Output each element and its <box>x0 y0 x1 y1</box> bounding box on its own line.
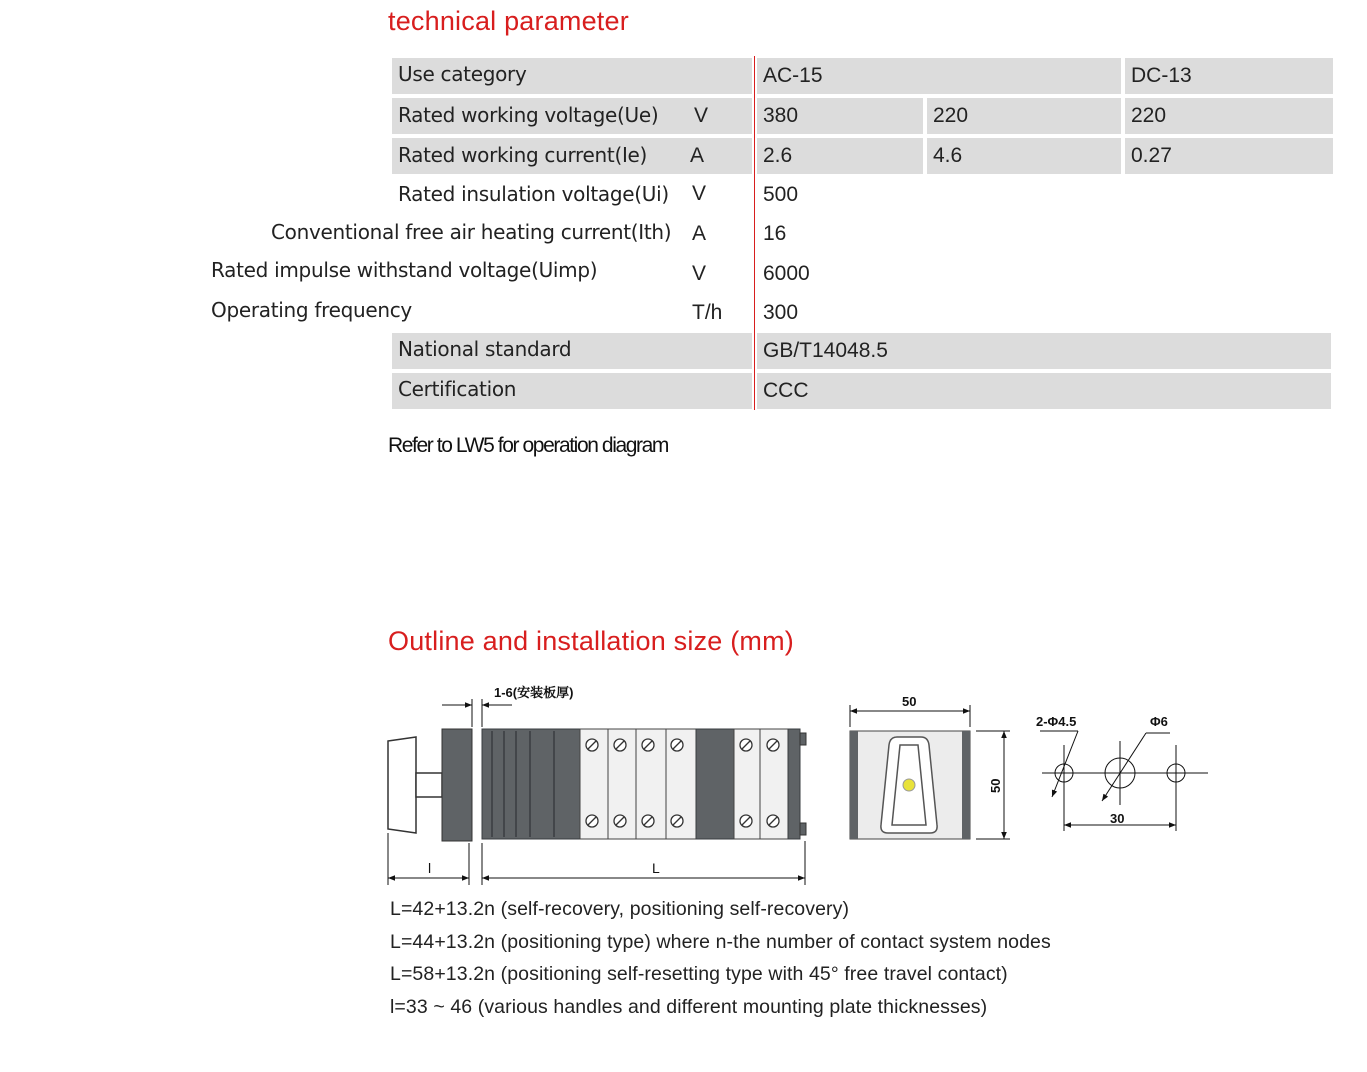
row-label-rated-working-current: Rated working current(Ie) <box>392 138 752 174</box>
side-view <box>388 685 806 885</box>
front-view <box>850 694 1010 839</box>
unit-impulse-withstand-voltage: V <box>692 262 707 285</box>
value-certification: CCC <box>757 373 1331 409</box>
value-ac15: AC-15 <box>757 58 1121 94</box>
value-voltage-dc-220: 220 <box>1125 98 1333 134</box>
operation-diagram-note: Refer to LW5 for operation diagram <box>388 434 669 457</box>
front-plate <box>442 729 472 841</box>
unit-operating-frequency: T/h <box>692 301 723 324</box>
unit-free-air-heating-current: A <box>692 222 707 245</box>
row-label-national-standard: National standard <box>392 333 752 369</box>
handle-shaft <box>416 773 442 797</box>
dim-small-l: l <box>428 860 432 876</box>
formula-positioning-type: L=44+13.2n (positioning type) where n-the number of contact system nodes <box>390 931 1051 953</box>
row-label-impulse-withstand-voltage: Rated impulse withstand voltage(Uimp) <box>211 258 598 282</box>
hole-spacing-label: 30 <box>1110 811 1125 826</box>
value-current-dc-220: 0.27 <box>1125 138 1333 174</box>
front-width-label: 50 <box>902 694 917 709</box>
value-voltage-ac-220: 220 <box>927 98 1121 134</box>
outline-drawing <box>380 675 1220 890</box>
row-label-rated-working-voltage: Rated working voltage(Ue) <box>392 98 752 134</box>
section-title-outline-installation-size: Outline and installation size (mm) <box>388 626 794 656</box>
unit-rated-working-current: A <box>690 144 705 167</box>
value-current-ac-380: 2.6 <box>757 138 923 174</box>
hole-small-label: 2-Φ4.5 <box>1036 714 1077 729</box>
row-label-free-air-heating-current: Conventional free air heating current(Ith) <box>271 220 672 244</box>
value-voltage-ac-380: 380 <box>757 98 923 134</box>
unit-rated-working-voltage: V <box>694 104 709 127</box>
value-dc13: DC-13 <box>1125 58 1333 94</box>
handle-knob <box>388 737 416 833</box>
row-label-certification: Certification <box>392 373 752 409</box>
dim-L: L <box>652 860 660 876</box>
indicator-dot <box>903 779 915 791</box>
value-current-ac-220: 4.6 <box>927 138 1121 174</box>
value-operating-frequency: 300 <box>763 301 799 324</box>
formula-self-recovery: L=42+13.2n (self-recovery, positioning self-recovery) <box>390 898 850 920</box>
value-free-air-heating-current: 16 <box>763 222 787 245</box>
section-title-technical-parameter: technical parameter <box>388 6 629 36</box>
front-height-label: 50 <box>988 778 1003 793</box>
value-insulation-voltage: 500 <box>763 183 799 206</box>
unit-rated-insulation-voltage: V <box>692 182 707 205</box>
table-divider-line <box>754 56 755 410</box>
row-label-use-category: Use category <box>392 58 752 94</box>
mounting-holes <box>1036 714 1208 831</box>
formula-handle-range: l=33 ~ 46 (various handles and different mounting plate thicknesses) <box>390 996 988 1018</box>
row-label-operating-frequency: Operating frequency <box>211 298 412 322</box>
value-national-standard: GB/T14048.5 <box>757 333 1331 369</box>
plate-thickness-label: 1-6(安装板厚) <box>494 685 574 700</box>
formula-self-resetting: L=58+13.2n (positioning self-resetting type with 45° free travel contact) <box>390 963 1008 985</box>
hole-center-label: Φ6 <box>1150 714 1168 729</box>
value-impulse-withstand-voltage: 6000 <box>763 262 810 285</box>
row-label-rated-insulation-voltage: Rated insulation voltage(Ui) <box>398 182 669 206</box>
